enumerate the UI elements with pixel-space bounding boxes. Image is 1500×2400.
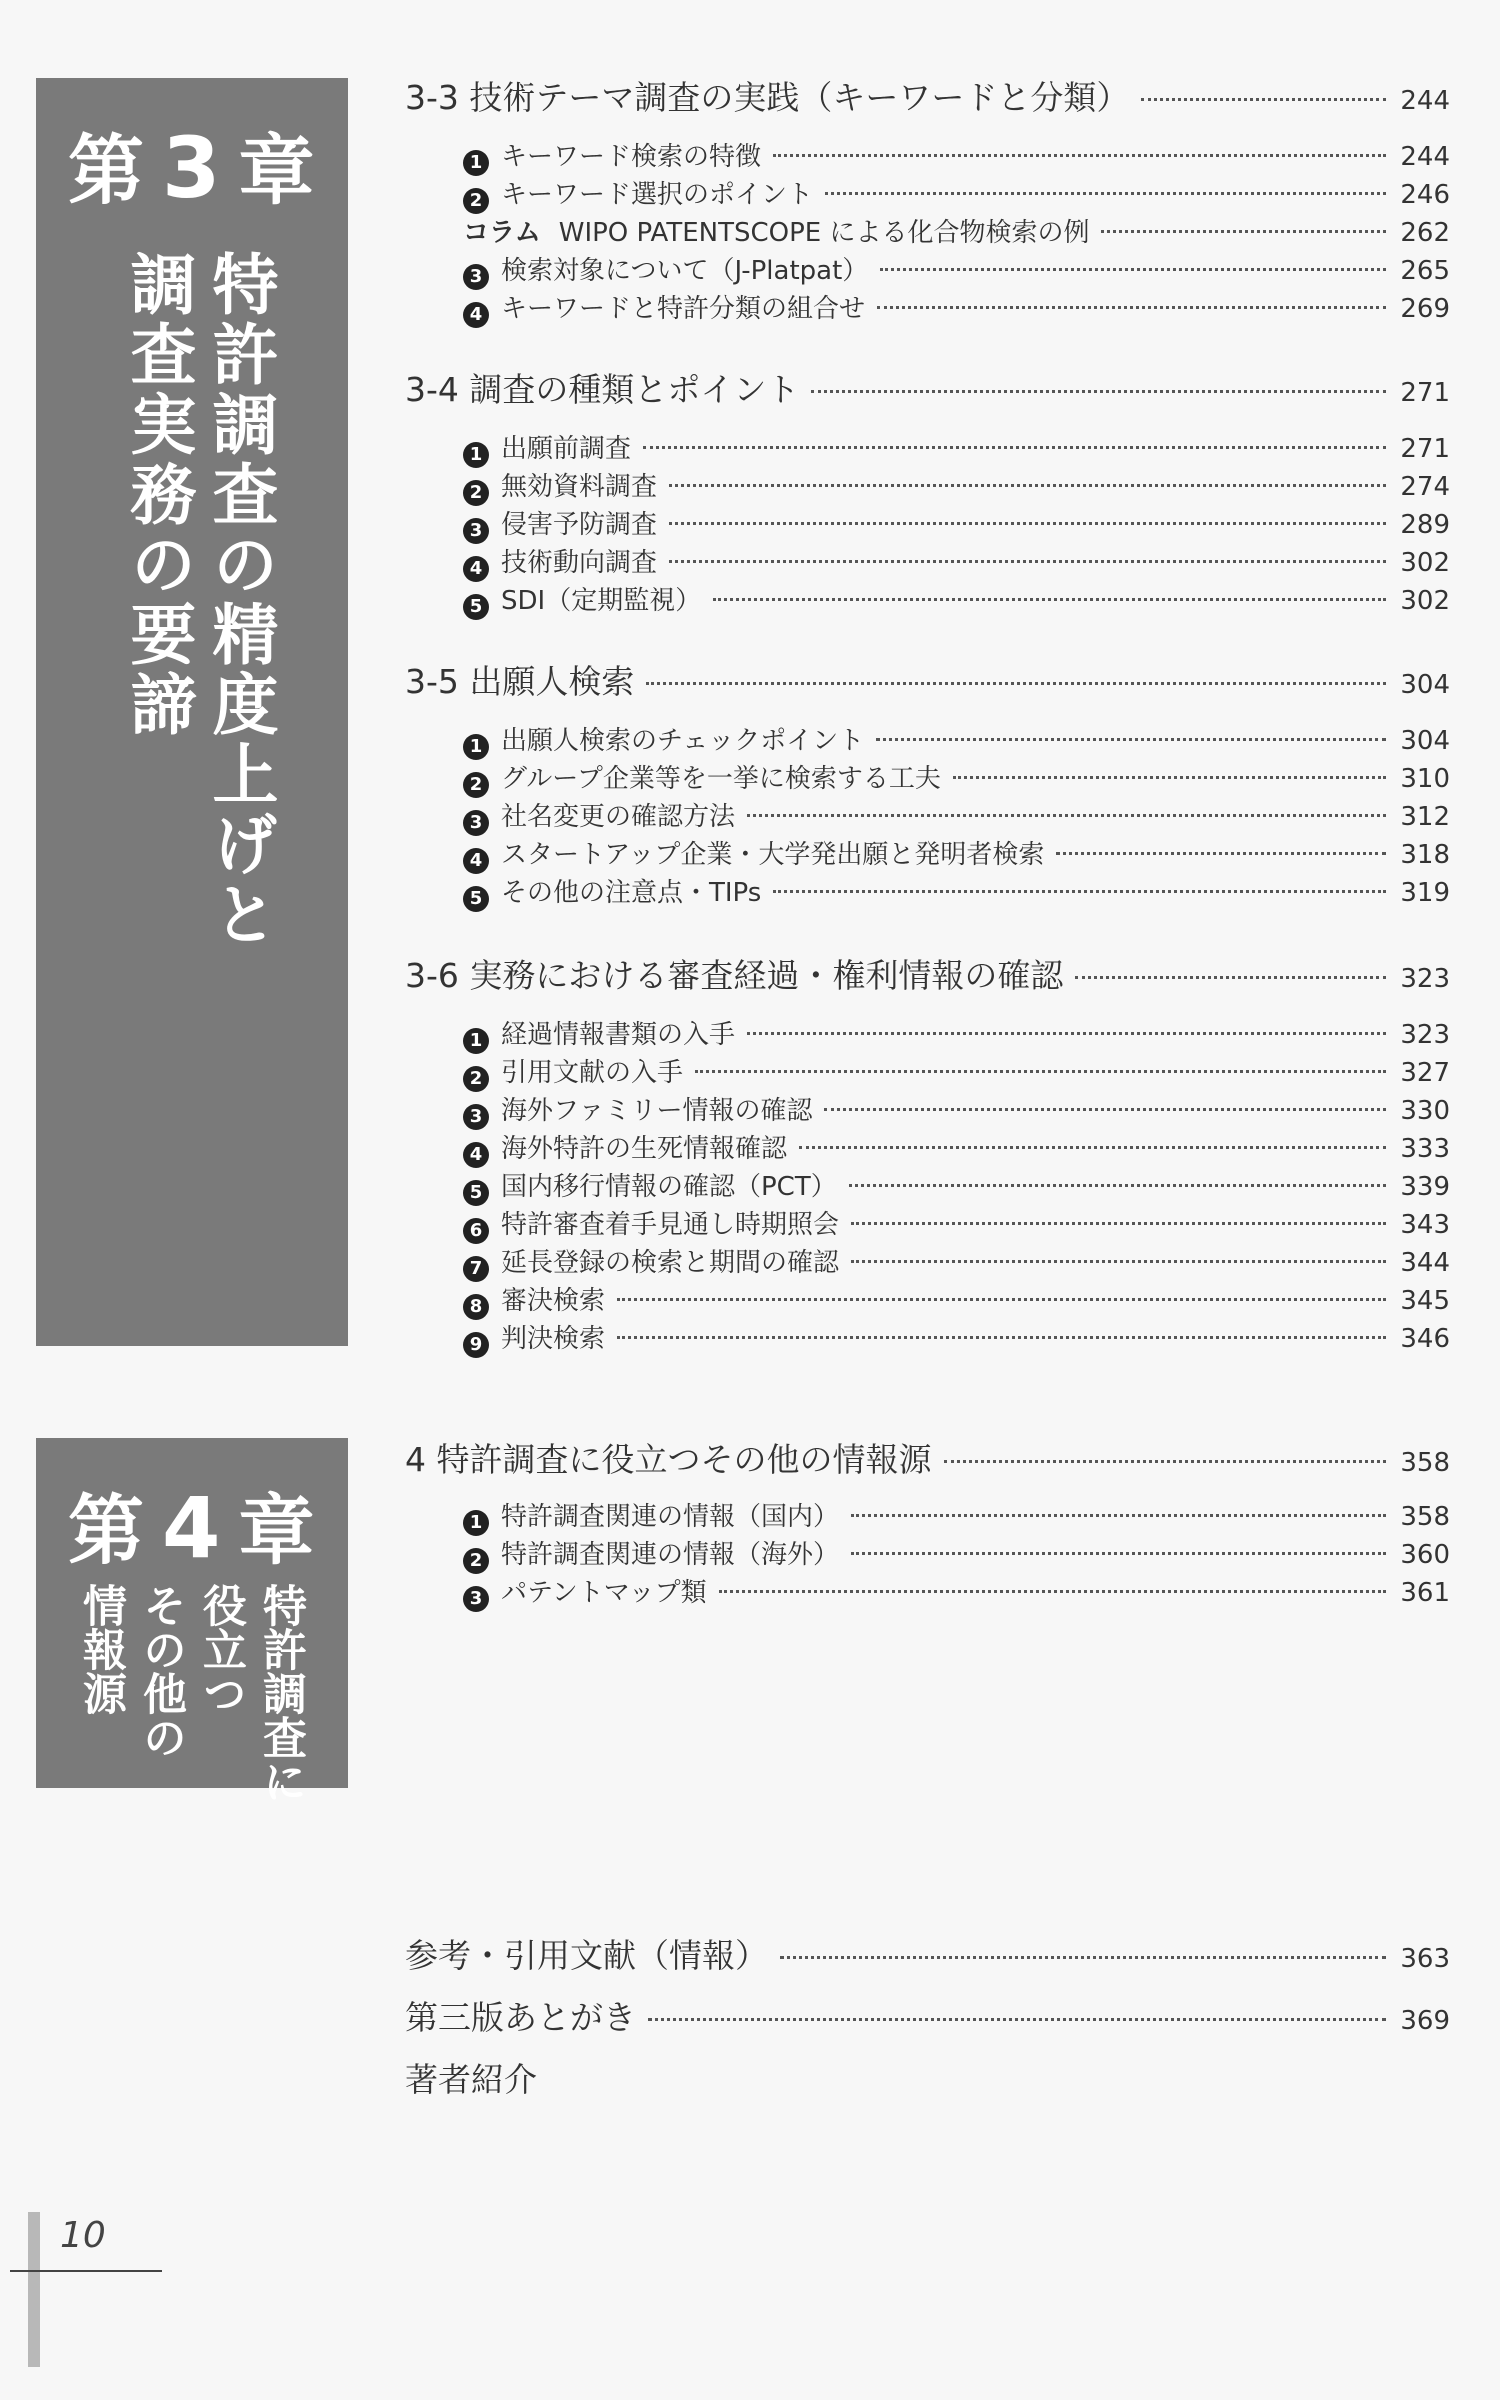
dot-leader xyxy=(876,738,1386,741)
item-page: 302 xyxy=(1400,548,1450,578)
toc-item[interactable] xyxy=(463,1572,1450,1609)
section-page: 304 xyxy=(1400,670,1450,700)
item-label: 社名変更の確認方法 xyxy=(501,802,736,832)
item-page: 289 xyxy=(1400,510,1450,540)
toc-item[interactable] xyxy=(463,1496,1450,1533)
page-number-bar xyxy=(28,2212,40,2367)
section-4[interactable] xyxy=(405,1434,1450,1481)
section-page: 358 xyxy=(1400,1448,1450,1478)
item-label: スタートアップ企業・大学発出願と発明者検索 xyxy=(501,840,1045,870)
item-label: SDI（定期監視） xyxy=(501,586,702,616)
item-label: キーワードと特許分類の組合せ xyxy=(501,294,866,324)
item-label: 特許調査関連の情報（海外） xyxy=(501,1540,840,1570)
dot-leader xyxy=(1075,976,1386,979)
chapter-prefix: 第 xyxy=(68,1486,150,1575)
item-label: 国内移行情報の確認（PCT） xyxy=(501,1172,837,1202)
chapter-number: 3 xyxy=(162,119,227,217)
dot-leader xyxy=(643,446,1386,449)
circled-number-icon: 4 xyxy=(463,556,489,582)
item-label: グループ企業等を一挙に検索する工夫 xyxy=(501,764,941,794)
circled-number-icon: 9 xyxy=(463,1332,489,1358)
dot-leader xyxy=(669,560,1386,563)
item-label: 引用文献の入手 xyxy=(501,1058,684,1088)
item-label: 検索対象について（J-Platpat） xyxy=(501,256,869,286)
dot-leader xyxy=(811,390,1386,393)
dot-leader xyxy=(713,598,1386,601)
back-matter-page: 369 xyxy=(1400,2006,1450,2036)
item-page: 318 xyxy=(1400,840,1450,870)
dot-leader xyxy=(780,1956,1386,1959)
page-number: 10 xyxy=(60,2215,106,2256)
circled-number-icon: 3 xyxy=(463,518,489,544)
section-page: 244 xyxy=(1400,86,1450,116)
dot-leader xyxy=(1101,230,1386,233)
dot-leader xyxy=(669,522,1386,525)
item-page: 312 xyxy=(1400,802,1450,832)
dot-leader xyxy=(669,484,1386,487)
item-label: その他の注意点・TIPs xyxy=(501,878,762,908)
dot-leader xyxy=(944,1460,1387,1463)
item-page: 310 xyxy=(1400,764,1450,794)
chapter-4-banner xyxy=(36,1438,348,1803)
toc-item[interactable] xyxy=(463,834,1450,871)
toc-item[interactable] xyxy=(463,1052,1450,1089)
chapter-prefix: 第 xyxy=(68,126,150,215)
toc-item[interactable] xyxy=(463,466,1450,503)
item-label: パテントマップ類 xyxy=(501,1578,707,1608)
toc-item[interactable] xyxy=(463,1128,1450,1165)
chapter-3-title-line-1: 特許調査の精度上げと xyxy=(201,250,278,950)
chapter-4-label xyxy=(68,1470,320,1579)
circled-number-icon: 3 xyxy=(463,1586,489,1612)
dot-leader xyxy=(695,1070,1386,1073)
circled-number-icon: 2 xyxy=(463,1066,489,1092)
back-matter-references[interactable] xyxy=(405,1930,1450,1977)
dot-leader xyxy=(617,1298,1386,1301)
item-label: キーワード検索の特徴 xyxy=(501,142,762,172)
circled-number-icon: 1 xyxy=(463,1510,489,1536)
circled-number-icon: 1 xyxy=(463,442,489,468)
item-page: 327 xyxy=(1400,1058,1450,1088)
toc-item[interactable] xyxy=(463,1014,1450,1051)
dot-leader xyxy=(747,814,1386,817)
toc-item[interactable] xyxy=(463,428,1450,465)
item-page: 361 xyxy=(1400,1578,1450,1608)
item-page: 360 xyxy=(1400,1540,1450,1570)
back-matter-title: 第三版あとがき xyxy=(405,1998,636,2037)
toc-item[interactable] xyxy=(463,250,1450,287)
back-matter-afterword[interactable] xyxy=(405,1992,1450,2039)
dot-leader xyxy=(1141,98,1386,101)
section-title: 3-4 調査の種類とポイント xyxy=(405,370,800,409)
dot-leader xyxy=(849,1184,1386,1187)
item-label: 判決検索 xyxy=(501,1324,606,1354)
chapter-suffix: 章 xyxy=(238,1486,321,1575)
circled-number-icon: 5 xyxy=(463,1180,489,1206)
item-label: 特許審査着手見通し時期照会 xyxy=(501,1210,840,1240)
toc-item[interactable] xyxy=(463,1242,1450,1279)
circled-number-icon: 3 xyxy=(463,1104,489,1130)
item-label: 無効資料調査 xyxy=(501,472,658,502)
toc-item[interactable] xyxy=(463,1534,1450,1571)
circled-number-icon: 1 xyxy=(463,734,489,760)
circled-number-icon: 7 xyxy=(463,1256,489,1282)
circled-number-icon: 4 xyxy=(463,1142,489,1168)
dot-leader xyxy=(646,682,1386,685)
toc-item[interactable] xyxy=(463,580,1450,617)
toc-item[interactable] xyxy=(463,1280,1450,1317)
chapter-number: 4 xyxy=(162,1479,227,1577)
dot-leader xyxy=(851,1222,1386,1225)
dot-leader xyxy=(953,776,1386,779)
item-label: 特許調査関連の情報（国内） xyxy=(501,1502,840,1532)
item-page: 343 xyxy=(1400,1210,1450,1240)
item-page: 319 xyxy=(1400,878,1450,908)
dot-leader xyxy=(773,890,1386,893)
item-label: 出願前調査 xyxy=(501,434,632,464)
item-page: 323 xyxy=(1400,1020,1450,1050)
back-matter-author[interactable] xyxy=(405,2054,1450,2101)
dot-leader xyxy=(880,268,1386,271)
toc-item-column[interactable] xyxy=(463,212,1450,249)
section-title: 4 特許調査に役立つその他の情報源 xyxy=(405,1440,932,1479)
section-title: 3-6 実務における審査経過・権利情報の確認 xyxy=(405,956,1064,995)
circled-number-icon: 4 xyxy=(463,302,489,328)
chapter-3-banner xyxy=(36,78,348,1346)
item-label: 侵害予防調査 xyxy=(501,510,658,540)
dot-leader xyxy=(799,1146,1386,1149)
dot-leader xyxy=(851,1260,1386,1263)
circled-number-icon: 5 xyxy=(463,886,489,912)
dot-leader xyxy=(851,1514,1386,1517)
chapter-4-title-line-3: その他の xyxy=(135,1583,186,1759)
item-page: 346 xyxy=(1400,1324,1450,1354)
item-label: 海外ファミリー情報の確認 xyxy=(501,1096,813,1126)
item-label: 技術動向調査 xyxy=(501,548,658,578)
circled-number-icon: 3 xyxy=(463,810,489,836)
section-title: 3-3 技術テーマ調査の実践（キーワードと分類） xyxy=(405,78,1130,117)
circled-number-icon: 5 xyxy=(463,594,489,620)
toc-item[interactable] xyxy=(463,542,1450,579)
item-page: 304 xyxy=(1400,726,1450,756)
section-page: 323 xyxy=(1400,964,1450,994)
dot-leader xyxy=(825,192,1386,195)
item-label: キーワード選択のポイント xyxy=(501,180,814,210)
item-page: 345 xyxy=(1400,1286,1450,1316)
section-3-4[interactable] xyxy=(405,364,1450,411)
toc-item[interactable] xyxy=(463,1166,1450,1203)
circled-number-icon: 6 xyxy=(463,1218,489,1244)
circled-number-icon: 2 xyxy=(463,1548,489,1574)
section-3-3[interactable] xyxy=(405,72,1450,119)
chapter-4-title-line-4: 情報源 xyxy=(75,1583,126,1715)
chapter-3-title-line-2: 調査実務の要諦 xyxy=(119,250,196,740)
item-page: 271 xyxy=(1400,434,1450,464)
item-page: 333 xyxy=(1400,1134,1450,1164)
chapter-4-title-line-1: 特許調査に xyxy=(255,1583,306,1803)
dot-leader xyxy=(773,154,1386,157)
item-label: 経過情報書類の入手 xyxy=(501,1020,736,1050)
dot-leader xyxy=(617,1336,1386,1339)
item-label: 出願人検索のチェックポイント xyxy=(501,726,865,756)
dot-leader xyxy=(648,2018,1386,2021)
toc-item[interactable] xyxy=(463,1204,1450,1241)
section-3-5[interactable] xyxy=(405,656,1450,703)
toc-item[interactable] xyxy=(463,720,1450,757)
back-matter-title: 参考・引用文献（情報） xyxy=(405,1936,768,1975)
circled-number-icon: 1 xyxy=(463,1028,489,1054)
section-3-6[interactable] xyxy=(405,950,1450,997)
toc-item[interactable] xyxy=(463,136,1450,173)
dot-leader xyxy=(747,1032,1386,1035)
dot-leader xyxy=(719,1590,1386,1593)
dot-leader xyxy=(851,1552,1386,1555)
item-page: 246 xyxy=(1400,180,1450,210)
toc-item[interactable] xyxy=(463,1090,1450,1127)
item-page: 344 xyxy=(1400,1248,1450,1278)
circled-number-icon: 1 xyxy=(463,150,489,176)
chapter-suffix: 章 xyxy=(238,126,321,215)
item-page: 269 xyxy=(1400,294,1450,324)
toc-item[interactable] xyxy=(463,758,1450,795)
section-title: 3-5 出願人検索 xyxy=(405,662,635,701)
item-label: WIPO PATENTSCOPE による化合物検索の例 xyxy=(558,218,1090,248)
toc-item[interactable] xyxy=(463,174,1450,211)
dot-leader xyxy=(877,306,1386,309)
item-page: 302 xyxy=(1400,586,1450,616)
chapter-3-label xyxy=(68,110,320,219)
circled-number-icon: 2 xyxy=(463,188,489,214)
chapter-4-title-line-2: 役立つ xyxy=(195,1583,246,1715)
column-label: コラム xyxy=(463,218,541,248)
toc-item[interactable] xyxy=(463,872,1450,909)
dot-leader xyxy=(824,1108,1386,1111)
toc-item[interactable] xyxy=(463,288,1450,325)
item-label: 延長登録の検索と期間の確認 xyxy=(501,1248,840,1278)
page-number-rule xyxy=(10,2270,162,2272)
dot-leader xyxy=(1056,852,1386,855)
back-matter-title: 著者紹介 xyxy=(405,2060,537,2099)
item-page: 339 xyxy=(1400,1172,1450,1202)
circled-number-icon: 2 xyxy=(463,772,489,798)
item-page: 265 xyxy=(1400,256,1450,286)
toc-item[interactable] xyxy=(463,796,1450,833)
toc-item[interactable] xyxy=(463,504,1450,541)
item-label: 海外特許の生死情報確認 xyxy=(501,1134,788,1164)
item-label: 審決検索 xyxy=(501,1286,606,1316)
item-page: 330 xyxy=(1400,1096,1450,1126)
circled-number-icon: 4 xyxy=(463,848,489,874)
item-page: 358 xyxy=(1400,1502,1450,1532)
section-page: 271 xyxy=(1400,378,1450,408)
circled-number-icon: 2 xyxy=(463,480,489,506)
item-page: 262 xyxy=(1400,218,1450,248)
toc-item[interactable] xyxy=(463,1318,1450,1355)
item-page: 274 xyxy=(1400,472,1450,502)
item-page: 244 xyxy=(1400,142,1450,172)
circled-number-icon: 8 xyxy=(463,1294,489,1320)
back-matter-page: 363 xyxy=(1400,1944,1450,1974)
circled-number-icon: 3 xyxy=(463,264,489,290)
